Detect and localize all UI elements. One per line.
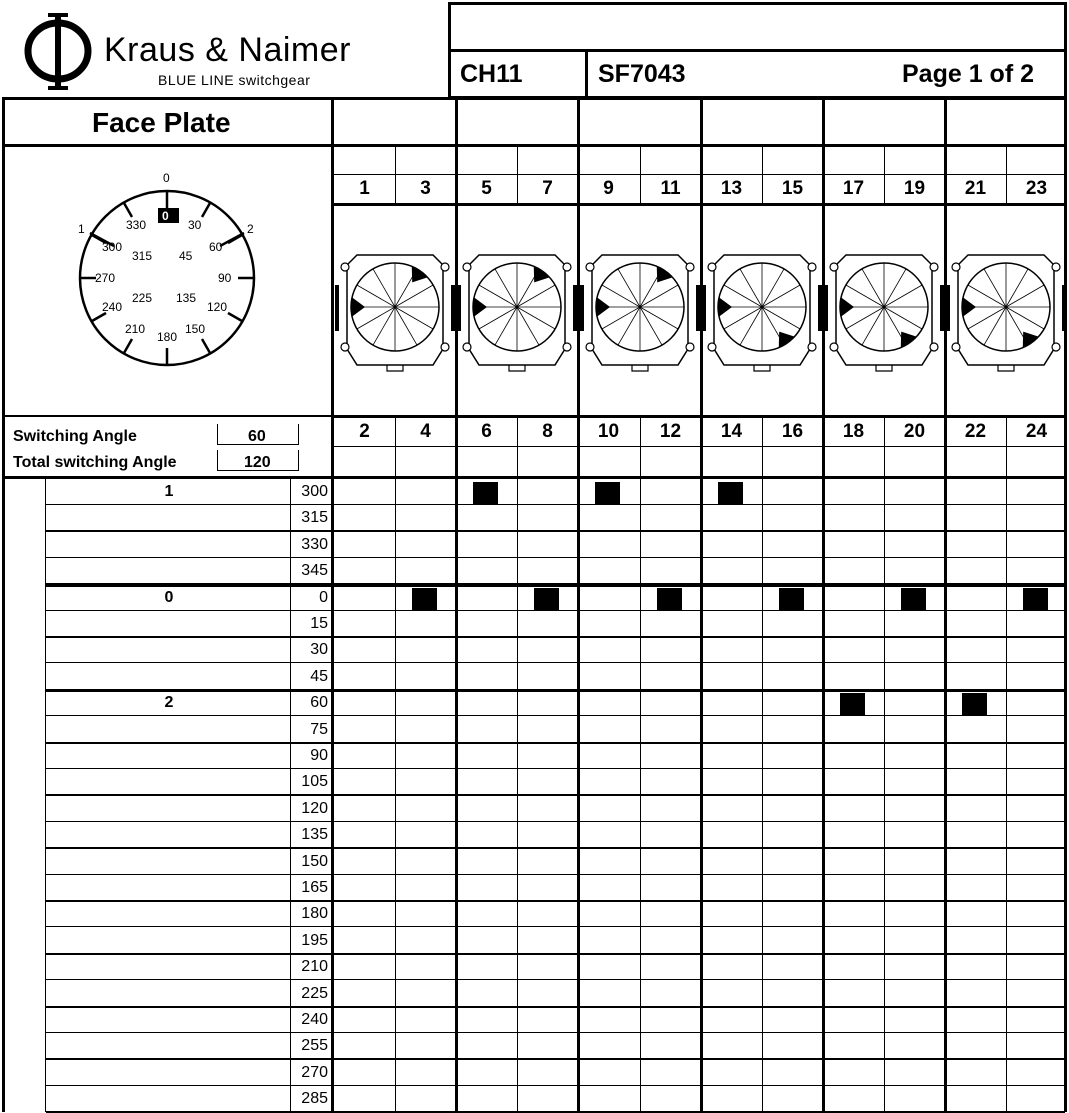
table-col-line <box>822 479 825 1112</box>
dial-angle: 225 <box>132 291 153 305</box>
contact-closed-mark <box>962 693 987 716</box>
table-col-line <box>290 479 291 1112</box>
terminal-top-7: 7 <box>542 178 553 199</box>
contact-closed-mark <box>718 482 743 505</box>
terminal-top-1: 1 <box>359 178 370 199</box>
angle-label: 150 <box>301 853 328 870</box>
model-label: SF7043 <box>598 60 686 88</box>
terminal-top-19: 19 <box>903 178 926 199</box>
angle-label: 45 <box>310 668 328 685</box>
terminal-bottom-8: 8 <box>542 421 553 442</box>
table-row-line <box>46 1006 1065 1008</box>
table-row-line <box>46 1032 1065 1033</box>
contact-diagram <box>578 247 702 373</box>
table-row-line <box>46 768 1065 769</box>
terminal-top-15: 15 <box>781 178 804 199</box>
contact-closed-mark <box>595 482 620 505</box>
table-row-line <box>46 662 1065 663</box>
dial-angle: 120 <box>207 300 228 314</box>
angle-label: 30 <box>310 641 328 658</box>
face-plate-title: Face Plate <box>92 107 231 138</box>
table-col-line <box>762 479 763 1112</box>
terminal-top-9: 9 <box>603 178 614 199</box>
table-row-line <box>46 900 1065 902</box>
terminal-bottom-6: 6 <box>481 421 492 442</box>
contact-closed-mark <box>840 693 865 716</box>
logo <box>20 10 100 92</box>
table-row-line <box>46 979 1065 980</box>
position-label: 2 <box>164 694 174 711</box>
table-row-line <box>46 636 1065 638</box>
table-row-line <box>46 953 1065 955</box>
angle-label: 315 <box>301 509 328 526</box>
contact-closed-mark <box>534 588 559 611</box>
table-row-line <box>46 584 1065 587</box>
dial-pos-top: 0 <box>163 171 170 185</box>
terminal-bottom-2: 2 <box>359 421 370 442</box>
angle-label: 75 <box>310 721 328 738</box>
angle-label: 90 <box>310 747 328 764</box>
table-col-line <box>45 479 46 1112</box>
series-label: CH11 <box>460 60 523 88</box>
company-tagline: BLUE LINE switchgear <box>158 72 311 88</box>
table-row-line <box>46 1058 1065 1060</box>
dial-angle: 45 <box>179 249 193 263</box>
angle-label: 330 <box>301 536 328 553</box>
logo-phi-icon <box>20 10 100 92</box>
angle-label: 270 <box>301 1064 328 1081</box>
angle-label: 345 <box>301 562 328 579</box>
dial-angle: 240 <box>102 300 123 314</box>
contact-closed-mark <box>1023 588 1048 611</box>
table-col-line <box>884 479 885 1112</box>
table-col-line <box>1006 479 1007 1112</box>
contact-diagram <box>944 247 1068 373</box>
terminal-top-17: 17 <box>842 178 865 199</box>
dial-angle: 330 <box>126 218 147 232</box>
angle-label: 255 <box>301 1037 328 1054</box>
terminal-top-5: 5 <box>481 178 492 199</box>
terminal-top-3: 3 <box>420 178 431 199</box>
contact-closed-mark <box>779 588 804 611</box>
table-row-line <box>46 742 1065 744</box>
dial-angle: 300 <box>102 240 123 254</box>
table-row-line <box>46 530 1065 532</box>
table-col-line <box>700 479 703 1112</box>
dial-angle: 60 <box>209 240 223 254</box>
header-blank-box <box>448 2 1067 52</box>
angle-label: 165 <box>301 879 328 896</box>
angle-label: 135 <box>301 826 328 843</box>
table-col-line <box>640 479 641 1112</box>
contact-cam-icon <box>578 247 702 373</box>
angle-label: 0 <box>319 589 328 606</box>
contact-cam-icon <box>455 247 579 373</box>
company-name: Kraus & Naimer <box>104 31 351 69</box>
table-row-line <box>46 794 1065 796</box>
table-row-line <box>46 557 1065 558</box>
position-label: 1 <box>164 483 174 500</box>
table-col-line <box>331 479 334 1112</box>
table-row-line <box>46 874 1065 875</box>
dial-angle-selected: 0 <box>162 209 169 223</box>
angle-label: 180 <box>301 905 328 922</box>
table-row-line <box>46 504 1065 505</box>
position-label: 0 <box>164 589 174 606</box>
terminal-bottom-12: 12 <box>659 421 682 442</box>
contact-closed-mark <box>412 588 437 611</box>
contact-diagram <box>700 247 824 373</box>
terminal-bottom-4: 4 <box>420 421 431 442</box>
terminal-bottom-14: 14 <box>720 421 743 442</box>
table-col-line <box>395 479 396 1112</box>
table-row-line <box>46 715 1065 716</box>
terminal-top-21: 21 <box>964 178 987 199</box>
terminal-bottom-22: 22 <box>964 421 987 442</box>
dial-angle: 30 <box>188 218 202 232</box>
terminal-bottom-18: 18 <box>842 421 865 442</box>
dial-angle: 150 <box>185 322 206 336</box>
terminal-bottom-10: 10 <box>597 421 620 442</box>
angle-label: 300 <box>301 483 328 500</box>
angle-label: 195 <box>301 932 328 949</box>
angle-label: 105 <box>301 773 328 790</box>
dial-angle: 210 <box>125 322 146 336</box>
dial-angle: 90 <box>218 271 232 285</box>
dial-angle: 135 <box>176 291 197 305</box>
terminal-bottom-16: 16 <box>781 421 804 442</box>
table-col-line <box>577 479 580 1112</box>
dial-angle: 270 <box>95 271 116 285</box>
contact-closed-mark <box>901 588 926 611</box>
angle-label: 240 <box>301 1011 328 1028</box>
page-label: Page 1 of 2 <box>902 60 1034 88</box>
switching-angle-value: 60 <box>248 428 266 445</box>
contact-cam-icon <box>333 247 457 373</box>
table-col-line <box>455 479 458 1112</box>
contact-cam-icon <box>700 247 824 373</box>
terminal-bottom-20: 20 <box>903 421 926 442</box>
contact-diagram <box>333 247 457 373</box>
terminal-top-11: 11 <box>660 178 681 199</box>
terminal-bottom-24: 24 <box>1025 421 1048 442</box>
dial-pos-left: 1 <box>78 222 85 236</box>
angle-label: 210 <box>301 958 328 975</box>
table-row-line <box>46 926 1065 927</box>
total-angle-value: 120 <box>244 454 271 471</box>
angle-label: 285 <box>301 1090 328 1107</box>
angle-label: 225 <box>301 985 328 1002</box>
angle-label: 15 <box>310 615 328 632</box>
table-col-line <box>944 479 947 1112</box>
table-row-line <box>46 1085 1065 1086</box>
table-col-line <box>517 479 518 1112</box>
switching-angle-label: Switching Angle <box>13 428 137 445</box>
contact-cam-icon <box>944 247 1068 373</box>
total-angle-label: Total switching Angle <box>13 454 177 471</box>
table-row-line <box>46 689 1065 692</box>
terminal-top-13: 13 <box>720 178 743 199</box>
dial-angle: 315 <box>132 249 153 263</box>
dial-angle: 180 <box>157 330 178 344</box>
table-row-line <box>46 821 1065 822</box>
angle-label: 60 <box>310 694 328 711</box>
contact-cam-icon <box>822 247 946 373</box>
dial-pos-right: 2 <box>247 222 254 236</box>
contact-closed-mark <box>657 588 682 611</box>
contact-closed-mark <box>473 482 498 505</box>
angle-label: 120 <box>301 800 328 817</box>
contact-diagram <box>455 247 579 373</box>
contact-diagram <box>822 247 946 373</box>
terminal-top-23: 23 <box>1025 178 1048 199</box>
table-row-line <box>46 847 1065 849</box>
